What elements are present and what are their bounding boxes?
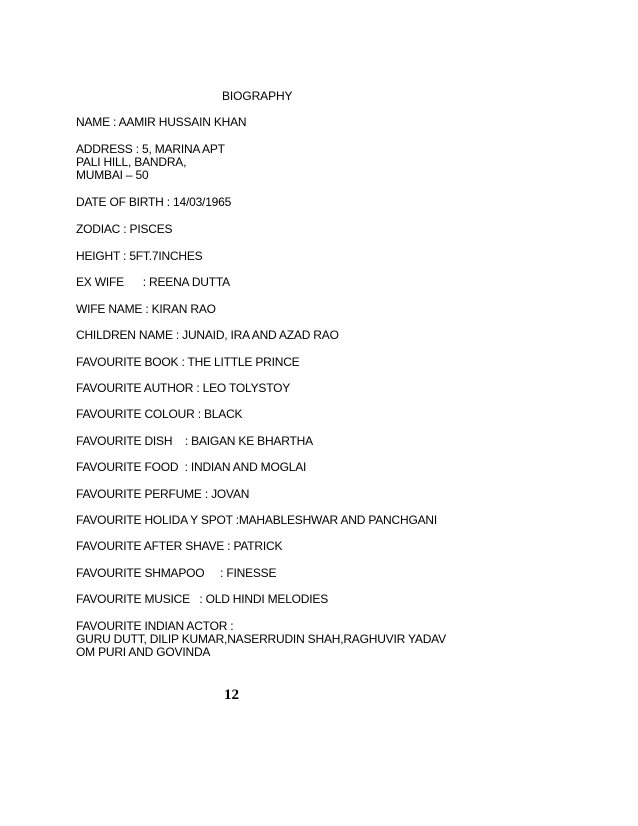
entry-date-of-birth: DATE OF BIRTH : 14/03/1965 <box>76 195 232 209</box>
entry-favourite-dish: FAVOURITE DISH : BAIGAN KE BHARTHA <box>76 434 313 448</box>
entry-zodiac: ZODIAC : PISCES <box>76 222 173 236</box>
document-title: BIOGRAPHY <box>222 89 293 103</box>
entry-address-line-3: MUMBAI – 50 <box>76 168 149 182</box>
entry-favourite-colour: FAVOURITE COLOUR : BLACK <box>76 407 243 421</box>
entry-favourite-book: FAVOURITE BOOK : THE LITTLE PRINCE <box>76 355 300 369</box>
entry-favourite-shampoo: FAVOURITE SHMAPOO : FINESSE <box>76 566 277 580</box>
entry-wife-name: WIFE NAME : KIRAN RAO <box>76 302 216 316</box>
entry-favourite-music: FAVOURITE MUSICE : OLD HINDI MELODIES <box>76 592 329 606</box>
entry-height: HEIGHT : 5FT.7INCHES <box>76 249 203 263</box>
entry-favourite-food: FAVOURITE FOOD : INDIAN AND MOGLAI <box>76 460 307 474</box>
entry-favourite-indian-actor: FAVOURITE INDIAN ACTOR : <box>76 619 234 633</box>
entry-name: NAME : AAMIR HUSSAIN KHAN <box>76 115 247 129</box>
entry-favourite-holiday-spot: FAVOURITE HOLIDA Y SPOT :MAHABLESHWAR AND PANCHGANI <box>76 513 437 527</box>
entry-favourite-author: FAVOURITE AUTHOR : LEO TOLYSTOY <box>76 381 291 395</box>
entry-ex-wife: EX WIFE : REENA DUTTA <box>76 275 230 289</box>
entry-address-line-2: PALI HILL, BANDRA, <box>76 155 187 169</box>
entry-favourite-after-shave: FAVOURITE AFTER SHAVE : PATRICK <box>76 539 283 553</box>
entry-favourite-indian-actor-list-2: OM PURI AND GOVINDA <box>76 645 211 659</box>
entry-address-line-1: ADDRESS : 5, MARINA APT <box>76 142 225 156</box>
entry-favourite-perfume: FAVOURITE PERFUME : JOVAN <box>76 487 250 501</box>
entry-children-name: CHILDREN NAME : JUNAID, IRA AND AZAD RAO <box>76 328 339 342</box>
entry-favourite-indian-actor-list-1: GURU DUTT, DILIP KUMAR,NASERRUDIN SHAH,RAGHUVIR YADAV <box>76 632 446 646</box>
page-number: 12 <box>224 687 239 703</box>
